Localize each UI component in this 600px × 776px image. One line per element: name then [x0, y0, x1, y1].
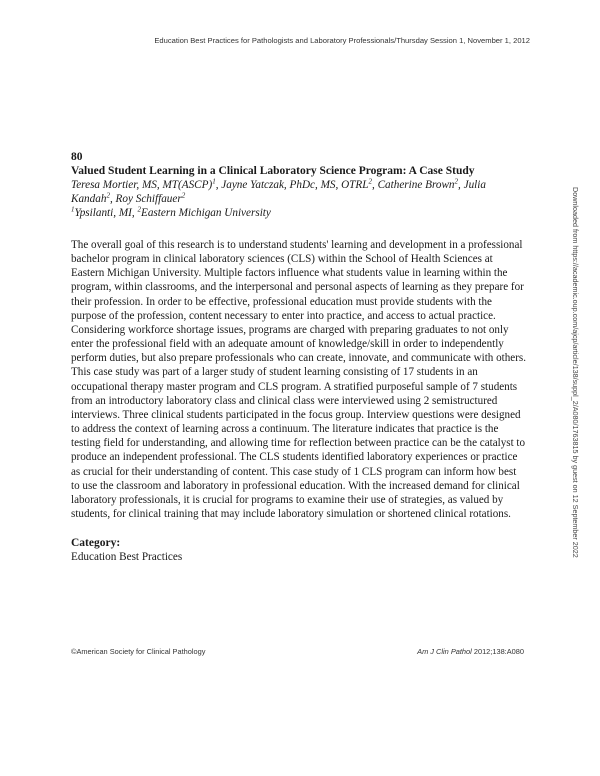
abstract-body: The overall goal of this research is to understand students' learning and development in a professional bachelor program in clinical laboratory sciences (CLS) within the School of Health Sciences at Eastern Michigan University. Multiple factors influence what students value in learning within the program, within classrooms, and the interpersonal and personal aspects of learning as they prepare for their profession. In order to be effective, professional education must provide students with the purpose of the profession, content necessary to enter into practice, and access to actual practice. Considering workforce shortage issues, programs are charged with preparing graduates to not only enter the professional field with an adequate amount of knowledge/skill in order to independently perform duties, but also prepare professionals who can create, innovate, and communicate with others. This case study was part of a larger study of student learning consisting of 17 students in an occupational therapy master program and CLS program. A stratified purposeful sample of 7 students from an introductory laboratory class and clinical class were interviewed using 2 semistructured interviews. Three clinical students participated in the focus group. Interview questions were designed to address the context of learning across a continuum. The literature indicates that practice is the testing field for understanding, and allowing time for reflection between practice can be the catalyst to produce an independent professional. The CLS students identified laboratory experiences or practice as crucial for their understanding of content. This case study of 1 CLS program can inform how best to use the classroom and laboratory in professional education. With the increased demand for clinical laboratory professionals, it is crucial for programs to examine their use of strategies, as valued by students, for clinical training that may include laboratory simulation or shortened clinical rotations.	[71, 239, 527, 520]
journal-name: Am J Clin Pathol	[417, 647, 472, 656]
author-separator: ,	[215, 179, 222, 191]
affiliation-text: Ypsilanti, MI,	[74, 207, 138, 219]
author-separator: ,	[371, 179, 378, 191]
copyright-footer: ©American Society for Clinical Pathology	[71, 647, 206, 656]
author-separator: ,	[109, 193, 116, 205]
author-name: Roy Schiffauer	[115, 193, 182, 205]
author-name: Julia Kandah	[71, 179, 486, 205]
abstract-number: 80	[71, 151, 83, 163]
author-separator: ,	[458, 179, 464, 191]
abstract-title: Valued Student Learning in a Clinical Laboratory Science Program: A Case Study	[71, 165, 475, 177]
affiliation-text: Eastern Michigan University	[141, 207, 271, 219]
author-name: Teresa Mortier, MS, MT(ASCP)	[71, 179, 213, 191]
author-affiliation-mark: 2	[368, 177, 372, 186]
author-affiliation-mark: 2	[181, 191, 186, 200]
running-header: Education Best Practices for Pathologists and Laboratory Professionals/Thursday Session 1, November 1, 2012	[154, 36, 530, 45]
affiliation-mark: 1	[71, 205, 75, 214]
affiliations	[71, 206, 526, 220]
abstract	[71, 150, 526, 564]
citation-footer	[417, 647, 524, 656]
author-affiliation-mark: 2	[106, 191, 110, 200]
journal-citation: 2012;138:A080	[471, 647, 524, 656]
category-value: Education Best Practices	[71, 551, 183, 564]
category-heading: Category:	[71, 537, 121, 550]
author-affiliation-mark: 1	[212, 177, 216, 186]
author-affiliation-mark: 2	[454, 177, 459, 186]
download-watermark: Downloaded from https://academic.oup.com/ajcp/article/138/suppl_2/A080/1763815 by guest on 12 September 2022	[571, 187, 580, 558]
author-name: Catherine Brown	[377, 179, 455, 191]
affiliation-mark: 2	[137, 205, 141, 214]
author-list	[71, 178, 526, 206]
author-name: Jayne Yatczak, PhDc, MS, OTRL	[221, 179, 369, 191]
